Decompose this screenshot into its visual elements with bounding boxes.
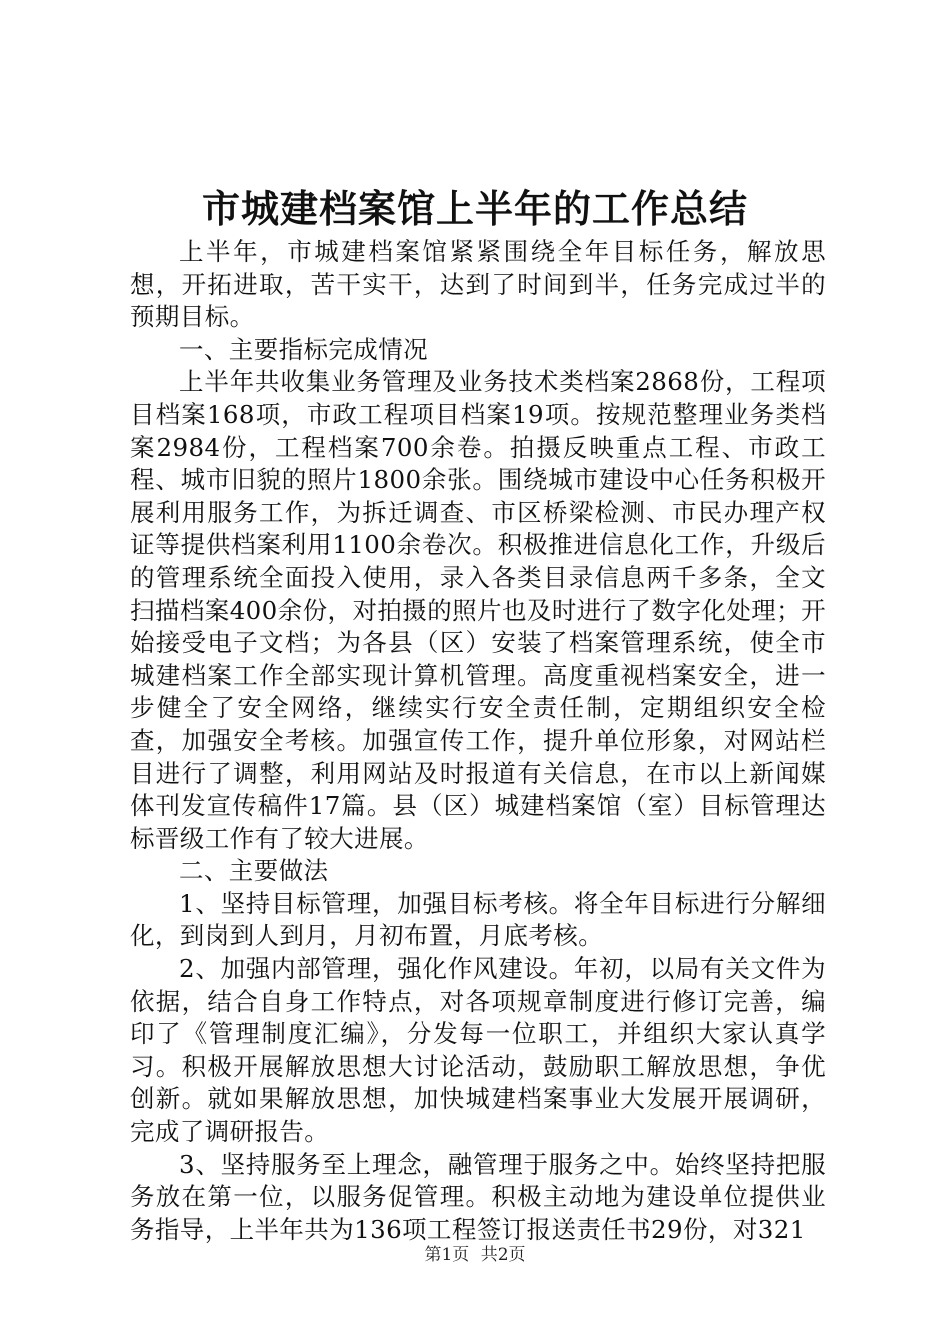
section-heading-methods: 二、主要做法 [179,856,329,886]
section-heading-indicators: 一、主要指标完成情况 [179,334,428,364]
document-title: 市城建档案馆上半年的工作总结 [201,186,748,231]
intro-paragraph: 上半年，市城建档案馆紧紧围绕全年目标任务，解放思想，开拓进取，苦干实干，达到了时间到半，任务完成过半的预期目标。 [130,237,826,332]
page-number: 第1页 [424,1245,470,1265]
method-paragraph-3: 3、坚持服务至上理念，融管理于服务之中。始终坚持把服务放在第一位，以服务促管理。积极主动地为建设单位提供业务指导，上半年共为136项工程签订报送责任书29份，对321 [130,1149,826,1244]
method-paragraph-1: 1、坚持目标管理，加强目标考核。将全年目标进行分解细化，到岗到人到月，月初布置，月底考核。 [130,888,826,951]
method-paragraph-2: 2、加强内部管理，强化作风建设。年初，以局有关文件为依据，结合自身工作特点，对各项规章制度进行修订完善，编印了《管理制度汇编》，分发每一位职工，并组织大家认真学习。积极开展解放思想大讨论活动，鼓励职工解放思想，争优创新。就如果解放思想，加快城建档案事业大发展开展调研，完成了调研报告。 [130,954,826,1147]
page-total: 共2页 [480,1245,526,1265]
document-body [130,236,826,1246]
indicators-paragraph: 上半年共收集业务管理及业务技术类档案2868份，工程项目档案168项，市政工程项目档案19项。按规范整理业务类档案2984份，工程档案700余卷。拍摄反映重点工程、市政工程、城市旧貌的照片1800余张。围绕城市建设中心任务积极开展利用服务工作，为拆迁调查、市区桥梁检测、市民办理产权证等提供档案利用1100余卷次。积极推进信息化工作，升级后的管理系统全面投入使用，录入各类目录信息两千多条，全文扫描档案400余份，对拍摄的照片也及时进行了数字化处理；开始接受电子文档；为各县（区）安装了档案管理系统，使全市城建档案工作全部实现计算机管理。高度重视档案安全，进一步健全了安全网络，继续实行安全责任制，定期组织安全检查，加强安全考核。加强宣传工作，提升单位形象，对网站栏目进行了调整，利用网站及时报道有关信息，在市以上新闻媒体刊发宣传稿件17篇。县（区）城建档案馆（室）目标管理达标晋级工作有了较大进展。 [130,367,826,853]
page-footer [0,1244,950,1266]
